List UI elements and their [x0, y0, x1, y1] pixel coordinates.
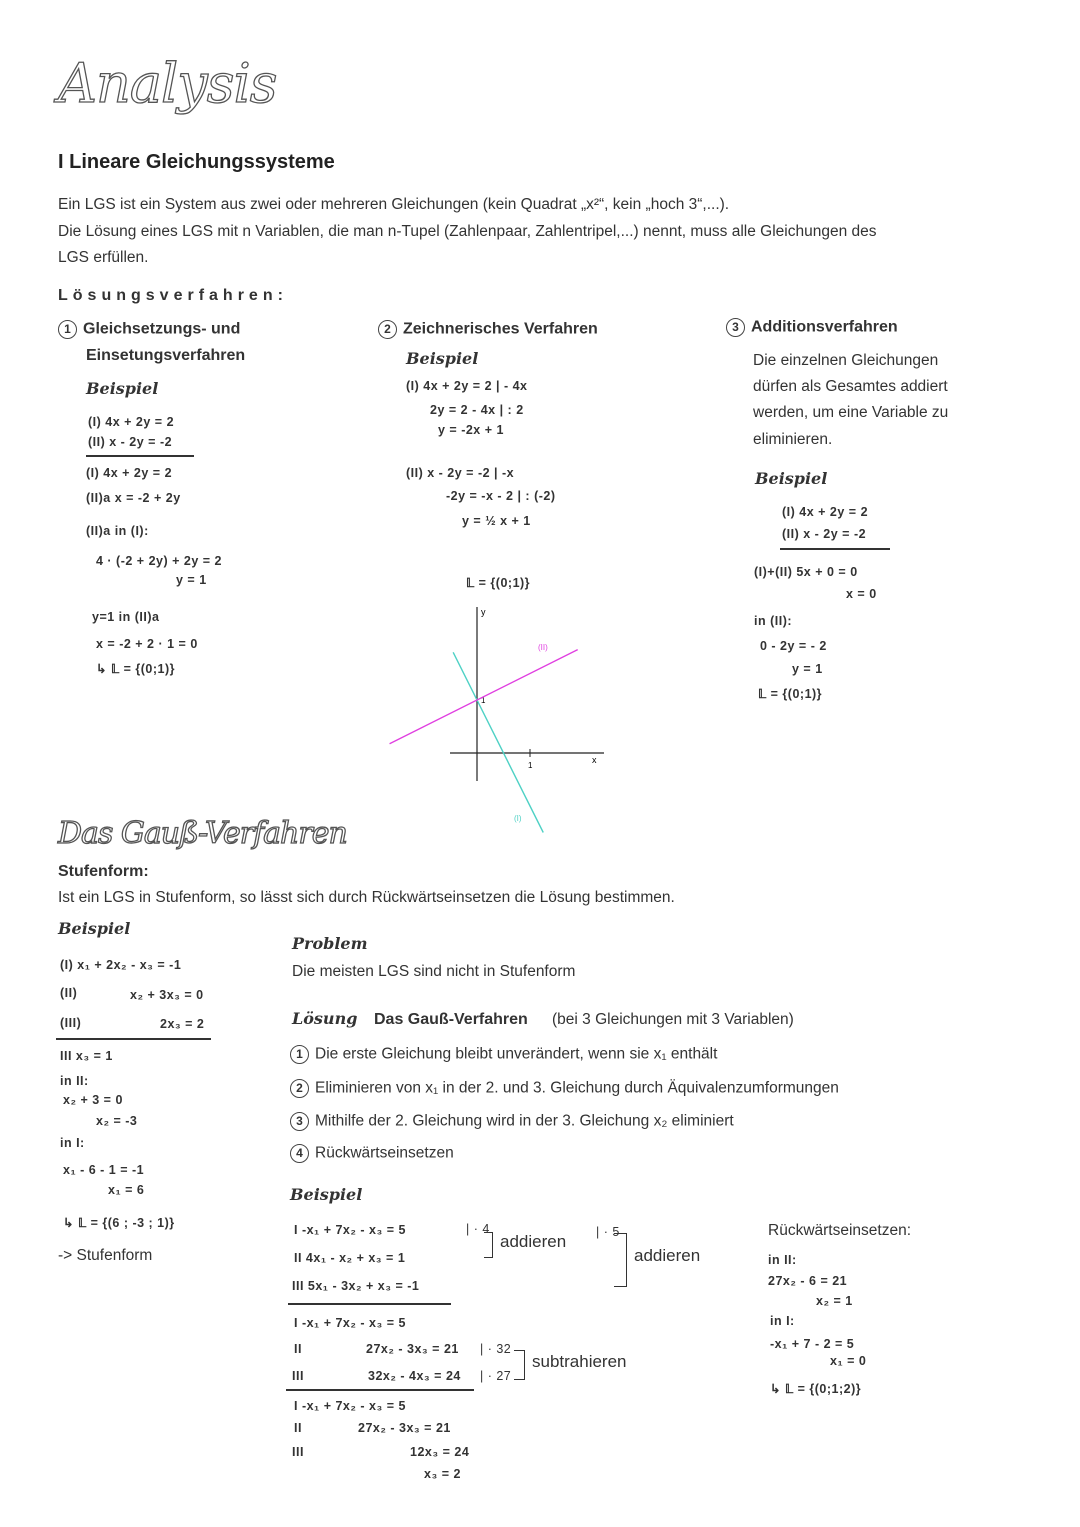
equation: in (II):	[754, 614, 793, 628]
divider	[288, 1303, 451, 1305]
operation: | · 5	[596, 1225, 620, 1239]
step-text: Mithilfe der 2. Gleichung wird in der 3. Gleichung x₂ eliminiert	[315, 1112, 734, 1130]
equation: y=1 in (II)a	[92, 610, 160, 624]
solution: ↳ 𝕃 = {(0;1)}	[96, 662, 175, 676]
equation: 27x₂ - 3x₃ = 21	[358, 1421, 451, 1435]
step	[290, 1045, 717, 1064]
equation-label: II	[294, 1421, 302, 1435]
solution: 𝕃 = {(0;1)}	[758, 687, 823, 701]
example-label: Beispiel	[406, 349, 479, 368]
operation-label: addieren	[634, 1246, 701, 1265]
step-text: Rückwärtseinsetzen	[315, 1144, 454, 1162]
method1-title	[58, 320, 240, 339]
divider	[56, 1038, 211, 1040]
bracket	[514, 1350, 525, 1380]
equation: (II) x - 2y = -2 | -x	[406, 466, 515, 480]
step	[290, 1144, 454, 1163]
equation: -x₁ + 7 - 2 = 5	[770, 1337, 855, 1351]
bracket	[614, 1233, 627, 1287]
stufenform-note: -> Stufenform	[58, 1247, 153, 1264]
example-label: Beispiel	[290, 1185, 363, 1204]
solution: ↳ 𝕃 = {(0;1;2)}	[770, 1382, 862, 1396]
equation: I -x₁ + 7x₂ - x₃ = 5	[294, 1399, 406, 1413]
equation: x₂ = -3	[96, 1114, 138, 1128]
equation: (I) 4x + 2y = 2 | - 4x	[406, 379, 528, 393]
equation-label: III	[292, 1369, 304, 1383]
method2-title	[378, 320, 598, 339]
operation-label: subtrahieren	[532, 1352, 627, 1371]
step-text: Die erste Gleichung bleibt unverändert, wenn sie x₁ enthält	[315, 1045, 718, 1063]
coordinate-graph	[380, 595, 620, 835]
method1-title-line2: Einsetungsverfahren	[86, 347, 246, 364]
number-circle-icon: 4	[290, 1144, 309, 1163]
step	[290, 1112, 734, 1131]
graph-line-label: (II)	[538, 643, 548, 652]
equation: y = 1	[792, 662, 823, 676]
solution: 𝕃 = {(0;1)}	[466, 576, 531, 590]
intro-line: Ein LGS ist ein System aus zwei oder mehreren Gleichungen (kein Quadrat „x²“, kein „hoch 3“,...).	[58, 196, 730, 213]
equation: y = ½ x + 1	[462, 514, 531, 528]
number-circle-icon: 1	[290, 1045, 309, 1064]
equation: I -x₁ + 7x₂ - x₃ = 5	[294, 1223, 406, 1237]
equation: (I) x₁ + 2x₂ - x₃ = -1	[60, 958, 182, 972]
example-label: Beispiel	[755, 469, 828, 488]
equation: y = -2x + 1	[438, 423, 504, 437]
equation: (II) x - 2y = -2	[88, 435, 173, 449]
step-text: Eliminieren von x₁ in der 2. und 3. Gleichung durch Äquivalenzumformungen	[315, 1079, 839, 1097]
stufenform-text: Ist ein LGS in Stufenform, so lässt sich durch Rückwärtseinsetzen die Lösung bestimmen.	[58, 889, 675, 906]
equation: 27x₂ - 6 = 21	[768, 1274, 848, 1288]
equation: 2x₃ = 2	[160, 1017, 205, 1031]
loesung-title: Das Gauß-Verfahren	[374, 1011, 528, 1028]
problem-label: Problem	[292, 934, 368, 953]
number-circle-icon: 3	[290, 1112, 309, 1131]
graph-line-2	[390, 650, 578, 744]
operation: | · 27	[480, 1369, 512, 1383]
equation: (I)+(II) 5x + 0 = 0	[754, 565, 858, 579]
intro-line: LGS erfüllen.	[58, 249, 149, 266]
x-tick-label: 1	[528, 761, 533, 770]
graph-line-label: (I)	[514, 814, 522, 823]
operation: | · 32	[480, 1342, 512, 1356]
method3-title-text: Additionsverfahren	[751, 318, 898, 336]
loesung-note: (bei 3 Gleichungen mit 3 Variablen)	[552, 1011, 794, 1028]
equation: x = 0	[846, 587, 877, 601]
bracket	[484, 1232, 493, 1258]
operation: | · 4	[466, 1222, 490, 1236]
method3-text: werden, um eine Variable zu	[753, 404, 949, 421]
equation: II 4x₁ - x₂ + x₃ = 1	[294, 1251, 406, 1265]
equation: (II)a x = -2 + 2y	[86, 491, 181, 505]
example-label: Beispiel	[58, 919, 131, 938]
solution: ↳ 𝕃 = {(6 ; -3 ; 1)}	[63, 1216, 175, 1230]
equation: 4 · (-2 + 2y) + 2y = 2	[96, 554, 222, 568]
equation: x₁ = 0	[830, 1354, 867, 1368]
equation: x₁ = 6	[108, 1183, 145, 1197]
equation-label: III	[292, 1445, 304, 1459]
method3-text: dürfen als Gesamtes addiert	[753, 378, 948, 395]
number-circle-icon: 2	[290, 1079, 309, 1098]
equation: (II)a in (I):	[86, 524, 149, 538]
operation-label: addieren	[500, 1232, 567, 1251]
equation: 2y = 2 - 4x | : 2	[430, 403, 524, 417]
stufenform-label: Stufenform:	[58, 863, 149, 880]
equation: I -x₁ + 7x₂ - x₃ = 5	[294, 1316, 406, 1330]
method2-title-text: Zeichnerisches Verfahren	[403, 320, 598, 338]
divider	[780, 548, 890, 550]
equation-label: (II)	[60, 986, 78, 1000]
y-tick-label: 1	[481, 696, 486, 705]
equation: 0 - 2y = - 2	[760, 639, 827, 653]
divider	[86, 455, 194, 457]
equation: III 5x₁ - 3x₂ + x₃ = -1	[292, 1279, 420, 1293]
equation: III x₃ = 1	[60, 1049, 113, 1063]
graph-line-1	[453, 652, 543, 832]
back-substitution-title: Rückwärtseinsetzen:	[768, 1222, 912, 1239]
page-title: Analysis	[58, 52, 277, 115]
equation: x₃ = 2	[424, 1467, 461, 1481]
intro-line: Die Lösung eines LGS mit n Variablen, die man n-Tupel (Zahlenpaar, Zahlentripel,...) nennt, muss alle Gleichungen des	[58, 223, 877, 240]
number-circle-icon: 1	[58, 320, 77, 339]
equation: in II:	[60, 1074, 89, 1088]
equation: x = -2 + 2 · 1 = 0	[96, 637, 198, 651]
equation: x₂ + 3 = 0	[63, 1093, 123, 1107]
divider	[286, 1389, 474, 1391]
x-axis-label: x	[592, 755, 597, 765]
number-circle-icon: 2	[378, 320, 397, 339]
equation: y = 1	[176, 573, 207, 587]
equation: x₁ - 6 - 1 = -1	[63, 1163, 145, 1177]
equation: in I:	[60, 1136, 85, 1150]
methods-label: Lösungsverfahren:	[58, 287, 288, 304]
equation: in I:	[770, 1314, 795, 1328]
step	[290, 1079, 839, 1098]
equation-label: II	[294, 1342, 302, 1356]
number-circle-icon: 3	[726, 318, 745, 337]
equation: -2y = -x - 2 | : (-2)	[446, 489, 556, 503]
section-heading: I Lineare Gleichungssysteme	[58, 151, 335, 173]
gauss-title: Das Gauß-Verfahren	[58, 816, 347, 851]
equation: 12x₃ = 24	[410, 1445, 470, 1459]
example-label: Beispiel	[86, 379, 159, 398]
equation: 32x₂ - 4x₃ = 24	[368, 1369, 461, 1383]
equation: x₂ = 1	[816, 1294, 853, 1308]
equation: (I) 4x + 2y = 2	[88, 415, 175, 429]
equation: (I) 4x + 2y = 2	[782, 505, 869, 519]
method3-text: eliminieren.	[753, 431, 833, 448]
equation: (I) 4x + 2y = 2	[86, 466, 173, 480]
equation: x₂ + 3x₃ = 0	[130, 988, 204, 1002]
y-axis-label: y	[481, 607, 486, 617]
loesung-label: Lösung	[292, 1009, 358, 1028]
problem-text: Die meisten LGS sind nicht in Stufenform	[292, 963, 576, 980]
equation: 27x₂ - 3x₃ = 21	[366, 1342, 459, 1356]
method3-title	[726, 318, 898, 337]
equation: (II) x - 2y = -2	[782, 527, 867, 541]
equation-label: (III)	[60, 1016, 82, 1030]
method3-text: Die einzelnen Gleichungen	[753, 352, 939, 369]
equation: in II:	[768, 1253, 797, 1267]
method1-title-line1: Gleichsetzungs- und	[83, 320, 241, 338]
